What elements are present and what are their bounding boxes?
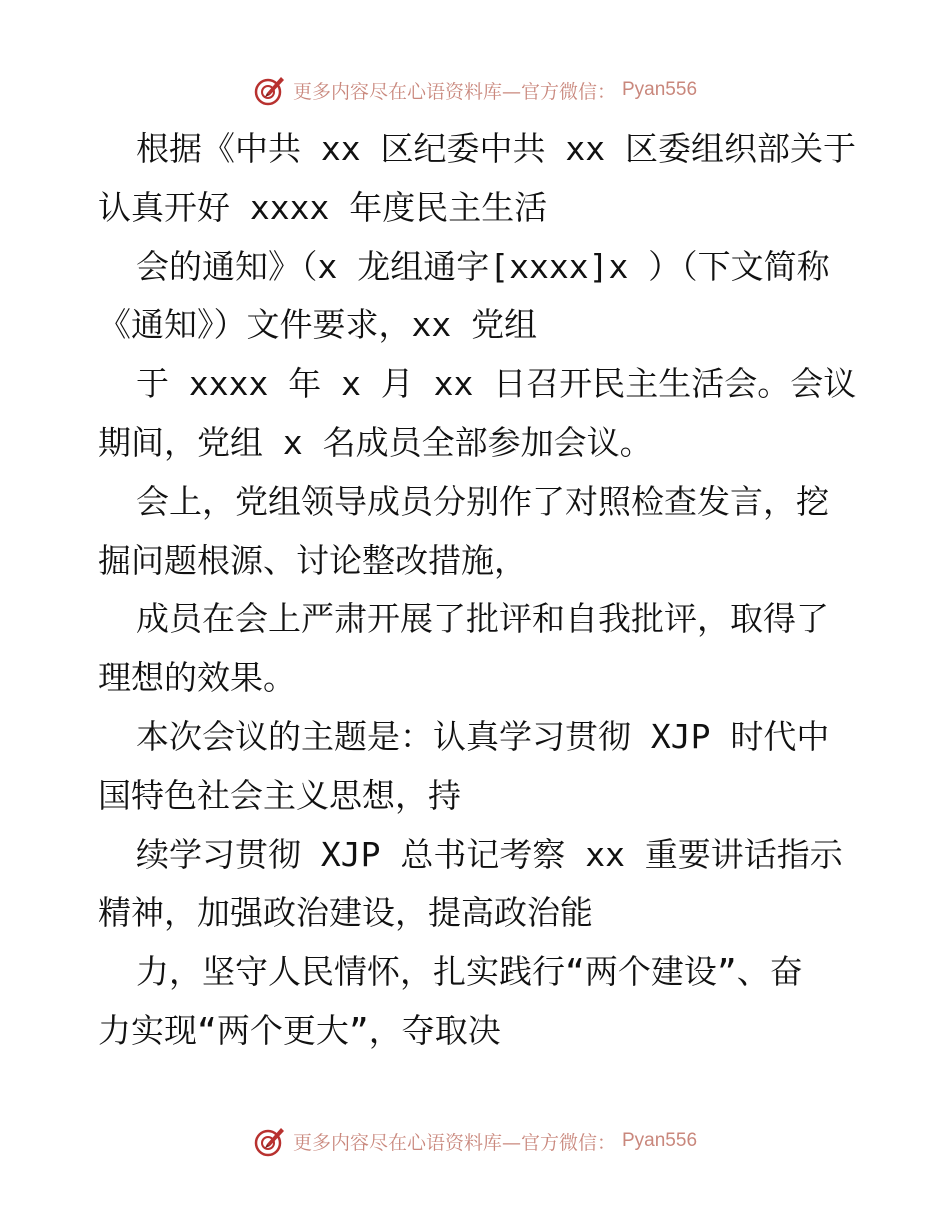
pen-nib-logo-icon	[253, 73, 287, 107]
footer-wechat-id: Pyan556	[622, 1130, 698, 1151]
footer-banner-text: 更多内容尽在心语资料库—官方微信：	[292, 1131, 616, 1154]
header-wechat-id: Pyan556	[622, 79, 698, 100]
body-line: 力，坚守人民情怀，扎实践行“两个建设”、奋	[136, 952, 803, 992]
body-line: 续学习贯彻 XJP 总书记考察 xx 重要讲话指示	[136, 834, 843, 874]
body-line: 掘问题根源、讨论整改措施，	[98, 540, 527, 580]
header-banner	[0, 70, 950, 110]
document-body	[98, 120, 858, 1061]
body-line: 根据《中共 xx 区纪委中共 xx 区委组织部关于	[136, 129, 856, 168]
body-line: 《通知》）文件要求，xx 党组	[98, 305, 538, 345]
footer-banner	[0, 1121, 950, 1161]
pen-nib-logo-icon	[253, 1124, 287, 1158]
body-line: 理想的效果。	[98, 658, 296, 698]
header-banner-text: 更多内容尽在心语资料库—官方微信：	[292, 80, 616, 103]
body-line: 会上，党组领导成员分别作了对照检查发言，挖	[136, 481, 829, 521]
body-line: 精神，加强政治建设，提高政治能	[98, 893, 593, 933]
body-line: 本次会议的主题是：认真学习贯彻 XJP 时代中	[136, 716, 830, 756]
body-line: 期间，党组 x 名成员全部参加会议。	[98, 422, 653, 462]
body-line: 成员在会上严肃开展了批评和自我批评，取得了	[136, 599, 829, 639]
body-line: 国特色社会主义思想，持	[98, 775, 461, 815]
body-line: 会的通知》（x 龙组通字[xxxx]x ）（下文简称	[136, 246, 830, 286]
body-line: 于 xxxx 年 x 月 xx 日召开民主生活会。会议	[136, 364, 857, 404]
body-line: 力实现“两个更大”，夺取决	[98, 1010, 501, 1050]
body-line: 认真开好 xxxx 年度民主生活	[98, 187, 548, 227]
